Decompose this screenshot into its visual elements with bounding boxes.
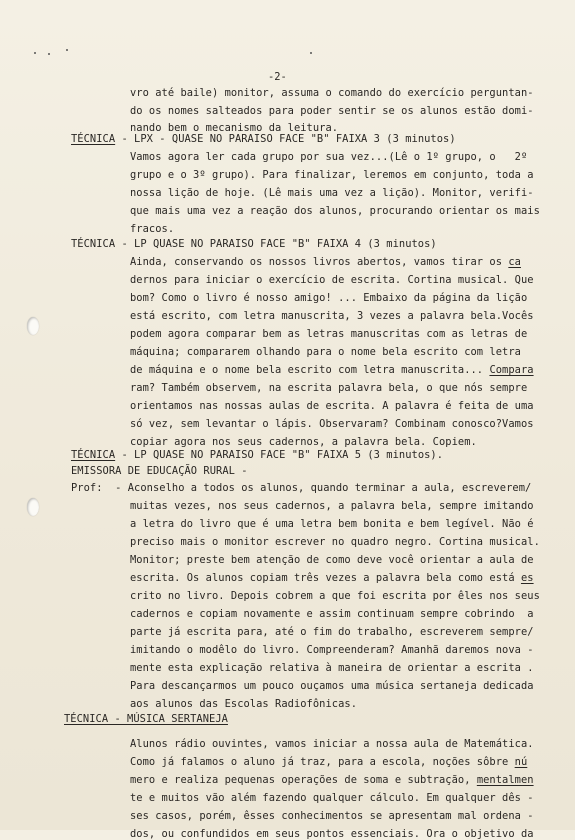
text-line <box>130 256 521 268</box>
text-line <box>130 187 534 199</box>
text-run: vro até baile) monitor, assuma o comando do exercício perguntan- <box>130 87 534 99</box>
text-line <box>130 223 174 235</box>
text-run: escrita. Os alunos copiam três vezes a palavra bela como está <box>130 572 521 584</box>
text-line <box>130 105 534 117</box>
text-line <box>64 713 228 725</box>
text-run: muitas vezes, nos seus cadernos, a palavra bela, sempre imitando <box>130 500 534 512</box>
text-run: Compara <box>489 364 534 376</box>
text-line <box>130 500 534 512</box>
text-line <box>130 346 521 358</box>
ink-speck <box>66 49 68 51</box>
text-line <box>71 133 456 145</box>
text-run: dos, ou confundidos em seus pontos essenciais. Ora o objetivo da <box>130 828 534 840</box>
text-run: - LPX - QUASE NO PARAISO FACE "B" FAIXA 3 (3 minutos) <box>115 133 456 145</box>
ink-speck <box>48 53 50 55</box>
text-line <box>71 465 248 477</box>
text-line <box>71 449 443 461</box>
text-run: Ainda, conservando os nossos livros abertos, vamos tirar os <box>130 256 509 268</box>
text-line <box>130 626 534 638</box>
text-line <box>130 738 534 750</box>
text-run: aos alunos das Escolas Radiofônicas. <box>130 698 358 710</box>
text-line <box>130 590 540 602</box>
text-run: Para descançarmos um pouco ouçamos uma música sertaneja dedicada <box>130 680 534 692</box>
text-run: mente esta explicação relativa à maneira de orientar a escrita . <box>130 662 534 674</box>
text-line <box>130 608 534 620</box>
text-run: Monitor; preste bem atenção de como deve você orientar a aula de <box>130 554 534 566</box>
text-run: mero e realiza pequenas operações de soma e subtração, <box>130 774 477 786</box>
ink-speck <box>34 52 36 54</box>
text-run: ses casos, porém, êsses conhecimentos se apresentam mal ordena - <box>130 810 534 822</box>
text-run: nú <box>514 756 528 768</box>
text-run: TÉCNICA <box>71 449 116 461</box>
text-run: preciso mais o monitor escrever no quadro negro. Cortina musical. <box>130 536 540 548</box>
text-line <box>130 292 527 304</box>
text-run: parte já escrita para, até o fim do trabalho, escreverem sempre/ <box>130 626 534 638</box>
text-line <box>130 436 477 448</box>
text-line <box>130 518 534 530</box>
text-line <box>130 554 534 566</box>
text-run: es <box>520 572 534 584</box>
punch-hole-top <box>27 317 39 335</box>
text-run: te e muitos vão além fazendo qualquer cálculo. Em qualquer dês - <box>130 792 534 804</box>
text-run: bom? Como o livro é nosso amigo! ... Embaixo da página da lição <box>130 292 528 304</box>
text-line <box>130 662 534 674</box>
punch-hole-bottom <box>27 498 39 516</box>
text-line <box>130 536 540 548</box>
text-line <box>130 680 534 692</box>
text-run: ram? Também observem, na escrita palavra bela, o que nós sempre <box>130 382 528 394</box>
text-run: está escrito, com letra manuscrita, 3 vezes a palavra bela.Vocês <box>130 310 534 322</box>
text-run: - LP QUASE NO PARAISO FACE "B" FAIXA 5 (3 minutos). <box>115 449 444 461</box>
text-run: fracos. <box>130 223 175 235</box>
text-run: do os nomes salteados para poder sentir se os alunos estão domi- <box>130 105 534 117</box>
ink-speck <box>310 52 312 54</box>
text-run: Alunos rádio ouvintes, vamos iniciar a nossa aula de Matemática. <box>130 738 534 750</box>
text-line <box>130 151 527 163</box>
text-line <box>130 644 534 656</box>
text-line <box>130 774 534 786</box>
text-line <box>130 169 534 181</box>
text-line <box>130 698 357 710</box>
text-run: copiar agora nos seus cadernos, a palavra bela. Copiem. <box>130 436 477 448</box>
text-line <box>130 364 534 376</box>
text-line <box>130 756 527 768</box>
text-line <box>130 400 534 412</box>
text-run: TÉCNICA - LP QUASE NO PARAISO FACE "B" FAIXA 4 (3 minutos) <box>71 238 437 250</box>
text-line <box>71 482 531 494</box>
text-line <box>130 382 527 394</box>
page-number: -2- <box>268 71 287 83</box>
text-run: só vez, sem levantar o lápis. Observaram? Combinam conosco?Vamos <box>130 418 534 430</box>
text-run: de máquina e o nome bela escrito com letra manuscrita... <box>130 364 490 376</box>
text-line <box>130 274 534 286</box>
text-run: que mais uma vez a reação dos alunos, procurando orientar os mais <box>130 205 540 217</box>
text-line <box>130 205 540 217</box>
text-run: EMISSORA DE EDUCAÇÃO RURAL - <box>71 465 248 477</box>
text-line <box>71 238 437 250</box>
text-run: crito no livro. Depois cobrem a que foi escrita por êles nos seus <box>130 590 540 602</box>
text-run: nando bem o mecanismo da leitura. <box>130 122 339 134</box>
text-run: TÉCNICA <box>71 133 116 145</box>
text-run: imitando o modêlo do livro. Compreenderam? Amanhã daremos nova - <box>130 644 534 656</box>
text-line <box>130 810 534 822</box>
text-line <box>130 418 534 430</box>
text-run: mentalmen <box>476 774 534 786</box>
text-line <box>130 328 527 340</box>
text-run: ca <box>508 256 521 268</box>
text-line <box>130 572 534 584</box>
text-run: grupo e o 3º grupo). Para finalizar, leremos em conjunto, toda a <box>130 169 534 181</box>
text-run: dernos para iniciar o exercício de escrita. Cortina musical. Que <box>130 274 534 286</box>
text-line <box>130 792 534 804</box>
text-run: a letra do livro que é uma letra bem bonita e bem legível. Não é <box>130 518 534 530</box>
text-run: cadernos e copiam novamente e assim continuam sempre cobrindo a <box>130 608 534 620</box>
text-run: orientamos nas nossas aulas de escrita. A palavra é feita de uma <box>130 400 534 412</box>
text-line <box>130 87 534 99</box>
text-run: podem agora comparar bem as letras manuscritas com as letras de <box>130 328 528 340</box>
text-run: nossa lição de hoje. (Lê mais uma vez a lição). Monitor, verifi- <box>130 187 534 199</box>
text-run: Prof: - Aconselho a todos os alunos, quando terminar a aula, escreverem/ <box>71 482 532 494</box>
text-run: Como já falamos o aluno já traz, para a escola, noções sôbre <box>130 756 515 768</box>
text-run: Vamos agora ler cada grupo por sua vez...(Lê o 1º grupo, o 2º <box>130 151 528 163</box>
text-run: TÉCNICA - MÚSICA SERTANEJA <box>64 713 228 725</box>
text-line <box>130 310 534 322</box>
text-run: máquina; compararem olhando para o nome bela escrito com letra <box>130 346 521 358</box>
